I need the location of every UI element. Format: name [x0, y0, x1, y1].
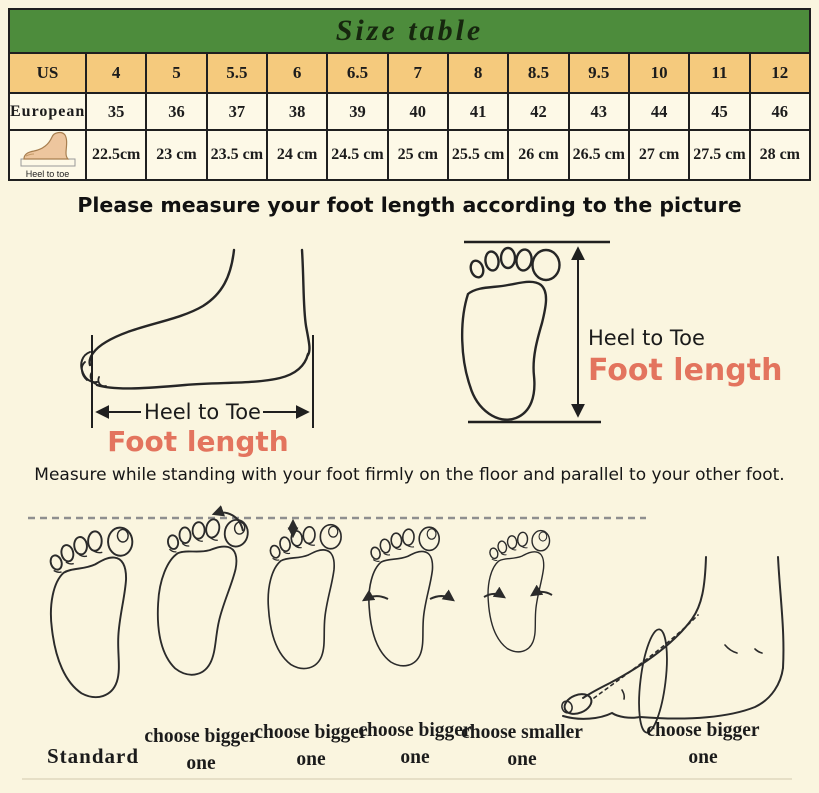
fit-label-bigger-1: choose bigger one — [144, 726, 258, 775]
footprint-long-toe — [150, 512, 250, 680]
us-size-cell: 11 — [689, 53, 749, 93]
european-size-cell: 37 — [207, 93, 267, 130]
heel-to-toe-label-left: Heel to Toe — [144, 400, 261, 424]
european-size-cell: 35 — [86, 93, 146, 130]
foot-length-cell: 22.5cm — [86, 130, 146, 180]
footprint-toe-at-line — [268, 525, 341, 669]
foot-length-cell: 23 cm — [146, 130, 206, 180]
fit-label-bigger-4: choose bigger one — [646, 720, 760, 769]
foot-length-cell: 25 cm — [388, 130, 448, 180]
european-size-cell: 44 — [629, 93, 689, 130]
us-size-cell: 8.5 — [508, 53, 568, 93]
european-size-cell: 41 — [448, 93, 508, 130]
size-table-heel-toe-row — [9, 130, 810, 180]
narrow-foot-arrows — [484, 592, 552, 597]
heel-to-toe-label-right: Heel to Toe — [588, 326, 705, 350]
fit-label-standard: Standard — [46, 744, 140, 768]
european-size-cell: 40 — [388, 93, 448, 130]
us-row-label: US — [9, 53, 86, 93]
foot-length-cell: 23.5 cm — [207, 130, 267, 180]
us-size-cell: 6 — [267, 53, 327, 93]
foot-length-cell: 25.5 cm — [448, 130, 508, 180]
european-size-cell: 46 — [750, 93, 810, 130]
size-table-title-row — [9, 9, 810, 53]
european-size-cell: 43 — [569, 93, 629, 130]
us-size-cell: 5.5 — [207, 53, 267, 93]
foot-length-cell: 24 cm — [267, 130, 327, 180]
foot-length-cell: 28 cm — [750, 130, 810, 180]
european-size-cell: 42 — [508, 93, 568, 130]
side-foot-drawing — [81, 250, 309, 388]
us-size-cell: 6.5 — [327, 53, 387, 93]
fit-label-bigger-2: choose bigger one — [254, 722, 368, 771]
fit-label-bigger-3: choose bigger one — [358, 720, 472, 769]
us-size-cell: 5 — [146, 53, 206, 93]
measure-note: Measure while standing with your foot firmly on the floor and parallel to your other foot. — [34, 465, 785, 485]
european-size-cell: 38 — [267, 93, 327, 130]
size-table — [8, 8, 811, 181]
foot-length-cell: 26 cm — [508, 130, 568, 180]
european-size-cell: 39 — [327, 93, 387, 130]
foot-length-caption-right: Foot length — [588, 353, 783, 388]
heel-toe-icon-label: Heel to toe — [25, 169, 70, 179]
us-size-cell: 12 — [750, 53, 810, 93]
foot-ruler-icon — [18, 131, 78, 169]
wide-foot-arrows — [364, 596, 453, 600]
us-size-cell: 7 — [388, 53, 448, 93]
measure-heading: Please measure your foot length according to the picture — [77, 193, 742, 217]
foot-length-cell: 27.5 cm — [689, 130, 749, 180]
fit-label-smaller: choose smaller one — [461, 722, 583, 771]
size-table-us-row — [9, 53, 810, 93]
european-size-cell: 45 — [689, 93, 749, 130]
foot-girth-drawing — [560, 557, 783, 734]
us-size-cell: 10 — [629, 53, 689, 93]
us-size-cell: 8 — [448, 53, 508, 93]
european-row-label: European — [9, 93, 86, 130]
european-size-cell: 36 — [146, 93, 206, 130]
foot-length-cell: 24.5 cm — [327, 130, 387, 180]
size-table-european-row — [9, 93, 810, 130]
foot-length-cell: 27 cm — [629, 130, 689, 180]
foot-length-caption-left: Foot length — [107, 425, 289, 458]
size-table-title: Size table — [9, 9, 810, 53]
us-size-cell: 9.5 — [569, 53, 629, 93]
heel-toe-row-header — [9, 130, 86, 180]
foot-length-cell: 26.5 cm — [569, 130, 629, 180]
bottom-divider — [22, 778, 792, 780]
us-size-cell: 4 — [86, 53, 146, 93]
footprint-standard — [46, 527, 140, 699]
footprint-drawing — [462, 248, 559, 420]
